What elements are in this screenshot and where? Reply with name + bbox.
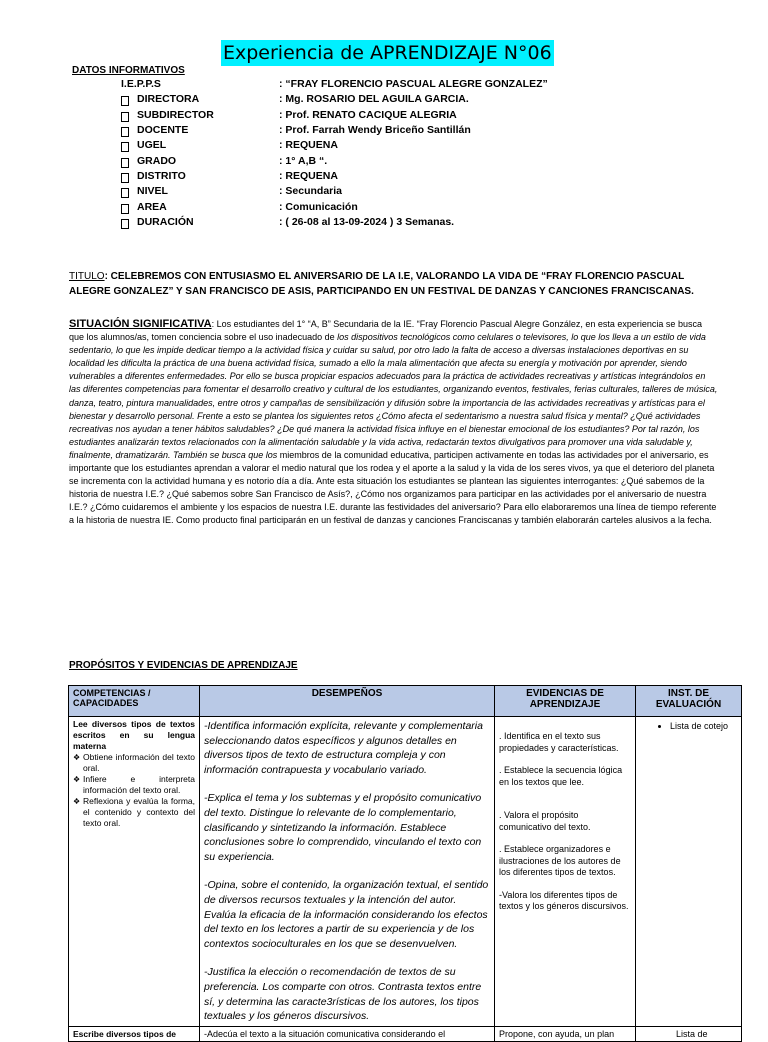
- evidencias-cell: [495, 717, 636, 1027]
- info-row: [0, 170, 768, 185]
- header-competencias: COMPETENCIAS / CAPACIDADES: [69, 686, 200, 717]
- info-value: : “FRAY FLORENCIO PASCUAL ALEGRE GONZALEZ”: [279, 78, 548, 90]
- info-value: : ( 26-08 al 13-09-2024 ) 3 Semanas.: [279, 216, 455, 228]
- info-label: DURACIÓN: [137, 216, 194, 228]
- checkbox-bullet-icon: [121, 112, 129, 122]
- info-label: DISTRITO: [137, 170, 186, 182]
- instrumentos-cell: Lista de: [636, 1026, 742, 1041]
- info-label: I.E.P.P.S: [121, 78, 161, 90]
- checkbox-bullet-icon: [121, 142, 129, 152]
- info-row: [0, 109, 768, 124]
- titulo-text: : CELEBREMOS CON ENTUSIASMO EL ANIVERSARIO DE LA I.E, VALORANDO LA VIDA DE “FRAY FLORENCIO PASCUAL ALEGRE GONZALEZ” Y SAN FRANCISCO DE ASIS, PARTICIPANDO EN UN FESTIVAL DE DANZAS Y CANCIONES FRANCISCANAS.: [69, 271, 694, 297]
- info-value: : 1° A,B “.: [279, 154, 328, 167]
- info-label: NIVEL: [137, 185, 168, 197]
- desempenos-cell: -Adecúa el texto a la situación comunicativa considerando el: [200, 1026, 495, 1041]
- desempeno-item: -Justifica la elección o recomendación de textos de su preferencia. Los comparte con otros. Contrasta textos entre sí, y determina las caracte3rísticas de los autores, los tipos textuales y los géneros discursivos.: [204, 966, 482, 1023]
- info-value: : Secundaria: [279, 185, 343, 197]
- desempeno-item: -Explica el tema y los subtemas y el propósito comunicativo del texto. Distingue lo relevante de lo complementario, clasificando y sintetizando la información. Establece conclusiones sobre lo comprendido, vinculando el texto con su experiencia.: [204, 792, 482, 863]
- situacion-text-closing: miembros de la comunidad educativa, participen activamente en todas las actividades por el aniversario, es importante que los estudiantes aprendan a valorar el medio natural que los rodea y el aporte a la salud y la vida de los seres vivos, ya que el deterioro del planeta se incrementa con la actividad humana y es notorio día a día. Ante esta situación los estudiantes se plantean las siguientes interrogantes: ¿Qué sabemos de la historia de nuestra I.E.? ¿Qué sabemos sobre San Francisco de Asís?, ¿Cómo nos organizamos para participar en las actividades por el aniversario de nuestra I.E.? ¿Cómo cuidaremos el ambiente y los espacios de nuestra I.E. durante las festividades del aniversario? Para ello elaboraremos una línea de tiempo referente a la historia de nuestra IE. Como producto final participarán en un festival de danzas y canciones Franciscanas y también elaborarán carteles alusivos a la fecha.: [69, 449, 717, 526]
- checkbox-bullet-icon: [121, 127, 129, 137]
- info-value: : REQUENA: [279, 139, 338, 151]
- datos-informativos-heading: DATOS INFORMATIVOS: [72, 65, 185, 76]
- info-row: [0, 93, 768, 108]
- checkbox-bullet-icon: [121, 219, 129, 229]
- info-row: [0, 78, 768, 93]
- desempenos-cell: [200, 717, 495, 1027]
- info-label: AREA: [137, 200, 167, 213]
- header-instrumentos: INST. DE EVALUACIÓN: [636, 686, 742, 717]
- situacion-text-italic: los dispositivos tecnológicos como celulares o televisores, lo que los lleva a un estilo de vida sedentario, lo que les impide dedicar tiempo a la actividad física y cuidar su salud, por otro lado la falta de acceso a diversas instalaciones deportivas en su localidad les dificulta la práctica de una buena actividad física, sumado a ello la mala alimentación que afecta su energía y motivación por aprender, siendo vulnerables a diferentes enfermedades. Por ello se busca propiciar espacios adecuados para la práctica de actividades recreativas y artísticas integrándolos en las diferentes competencias para fomentar el desarrollo creativo y cultural de los estudiantes, organizando eventos, festivales, ferias culturales, talleres de música, danza, teatro, pintura manualidades, entre otros y campañas de sensibilización y difusión sobre la importancia de las actividades recreativas y artísticas para el bienestar y desarrollo personal. Frente a esto se plantea los siguientes retos ¿Cómo afecta el sedentarismo a nuestra salud física y mental? ¿Qué actividades recreativas nos ayudan a tener hábitos saludables? ¿De qué manera la actividad física influye en el bienestar emocional de los estudiantes? Por tal razón, los estudiantes analizarán textos relacionados con la alimentación saludable y la vida activa, redactarán textos divulgativos para promover una vida saludable y, finalmente, dramatizarán. También se busca que los: [69, 332, 718, 460]
- info-value: : Prof. RENATO CACIQUE ALEGRIA: [279, 108, 457, 121]
- list-item: ❖ Obtiene información del texto oral.: [73, 752, 195, 774]
- checkbox-bullet-icon: [121, 173, 129, 183]
- page-title: Experiencia de APRENDIZAJE N°06: [223, 42, 552, 64]
- info-value: : Prof. Farrah Wendy Briceño Santillán: [279, 124, 471, 136]
- info-row: [0, 155, 768, 170]
- evidencia-item: . Identifica en el texto sus propiedades y características.: [499, 731, 619, 753]
- info-row: [0, 139, 768, 154]
- evidencia-item: . Establece la secuencia lógica en los textos que lee.: [499, 765, 623, 787]
- instrumentos-list: [640, 719, 737, 733]
- situacion-significativa-section: [69, 318, 719, 528]
- checkbox-bullet-icon: [121, 158, 129, 168]
- info-label: UGEL: [137, 139, 167, 151]
- situacion-text-intro: : Los estudiantes del 1° “A, B” Secundaria de la IE. “Fray Florencio Pascual Alegre González, en esta experiencia se busca que los alumnos/as, tomen conciencia sobre el uso inadecuado de: [69, 319, 702, 343]
- desempeno-item: -Identifica información explícita, relevante y complementaria seleccionando datos específicos y algunos detalles en diversos tipos de texto de estructura compleja y con información contrapuesta y vocabulario variado.: [204, 720, 483, 776]
- evidencia-item: . Establece organizadores e ilustraciones de los autores de los diferentes tipos de textos.: [499, 844, 621, 877]
- info-row: [0, 124, 768, 139]
- titulo-section: [69, 269, 719, 299]
- info-label: GRADO: [137, 154, 177, 167]
- checkbox-bullet-icon: [121, 188, 129, 198]
- capacidades-list: [73, 752, 195, 829]
- table-header-row: [69, 686, 742, 717]
- info-row: [0, 201, 768, 216]
- table-row: [69, 1026, 742, 1041]
- header-evidencias: EVIDENCIAS DE APRENDIZAJE: [495, 686, 636, 717]
- info-value: : Comunicación: [279, 200, 358, 213]
- competencia-cell: Escribe diversos tipos de: [69, 1026, 200, 1041]
- evidencia-item: . Valora el propósito comunicativo del texto.: [499, 810, 591, 832]
- header-desempenos: DESEMPEÑOS: [200, 686, 495, 717]
- info-label: DOCENTE: [137, 124, 189, 136]
- propositos-heading: PROPÓSITOS Y EVIDENCIAS DE APRENDIZAJE: [69, 660, 298, 671]
- info-value: : REQUENA: [279, 170, 338, 182]
- evidencias-cell: Propone, con ayuda, un plan: [495, 1026, 636, 1041]
- list-item: • Lista de cotejo: [670, 719, 737, 733]
- info-label: SUBDIRECTOR: [137, 108, 214, 121]
- desempeno-item: -Opina, sobre el contenido, la organización textual, el sentido de diversos recursos textuales y la intención del autor. Evalúa la eficacia de la información considerando los efectos del texto en los lectores a partir de su experiencia y de los contextos socioculturales en los que se desenvuelven.: [204, 879, 489, 950]
- competencia-cell: [69, 717, 200, 1027]
- competencia-title: Lee diversos tipos de textos escritos en su lengua materna: [73, 719, 195, 751]
- list-item: ❖ Infiere e interpreta información del texto oral.: [73, 774, 195, 796]
- checkbox-bullet-icon: [121, 204, 129, 214]
- checkbox-bullet-icon: [121, 96, 129, 106]
- info-label: DIRECTORA: [137, 93, 200, 105]
- propositos-table: [68, 685, 742, 1042]
- instrumentos-cell: [636, 717, 742, 1027]
- info-value: : Mg. ROSARIO DEL AGUILA GARCIA.: [279, 93, 469, 105]
- evidencia-item: -Valora los diferentes tipos de textos y los géneros discursivos.: [499, 889, 629, 911]
- list-item: ❖ Reflexiona y evalúa la forma, el contenido y contexto del texto oral.: [73, 796, 195, 829]
- situacion-label: SITUACIÓN SIGNIFICATIVA: [69, 318, 212, 330]
- info-row: [0, 185, 768, 200]
- table-row: [69, 717, 742, 1027]
- info-row: [0, 216, 768, 231]
- titulo-label: TITULO: [69, 271, 105, 282]
